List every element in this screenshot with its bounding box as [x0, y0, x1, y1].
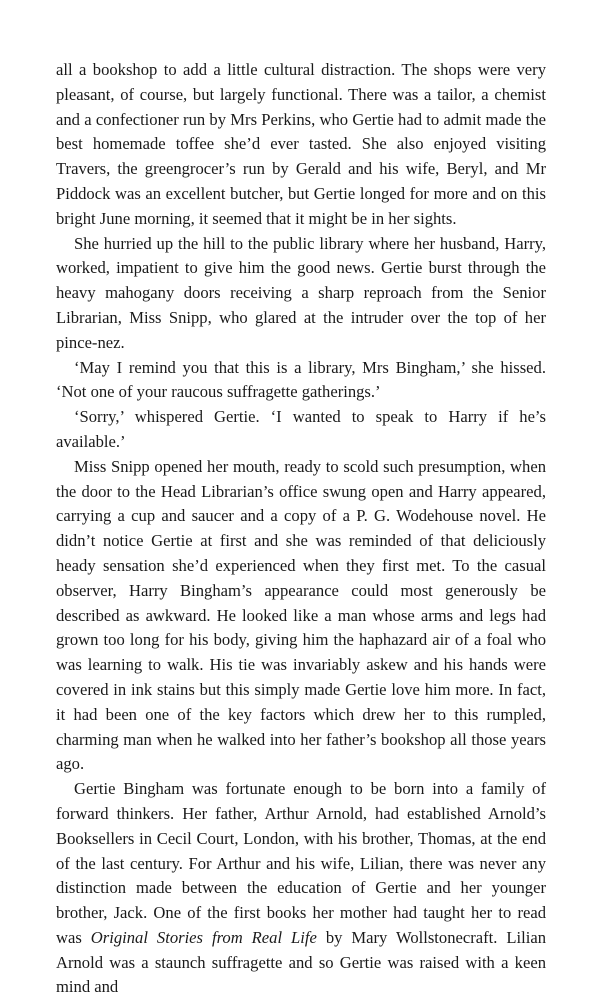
paragraph-6-text-before: Gertie Bingham was fortunate enough to be born into a family of forward thinkers. Her father, Arthur Arnold, had established Arnold’s Booksellers in Cecil Court, London, with his brother, Thomas, at the end of the last century. For Arthur and his wife, Lilian, there was never any distinction made between the education of Gertie and her younger brother, Jack. One of the first books her mother had taught her to read was	[56, 779, 546, 947]
paragraph-4: ‘Sorry,’ whispered Gertie. ‘I wanted to speak to Harry if he’s available.’	[56, 407, 546, 451]
paragraph-6-text-after: by Mary Wollstonecraft. Lilian Arnold was a staunch suffragette and so Gertie was raised with a keen mind and	[56, 927, 546, 997]
paragraph-5: Miss Snipp opened her mouth, ready to scold such presumption, when the door to the Head Librarian’s office swung open and Harry appeared, carrying a cup and saucer and a copy of a P. G. Wodehouse novel. He didn’t notice Gertie at first and she was reminded of that deliciously heady sensation she’d experienced when they first met. To the casual observer, Harry Bingham’s appearance could most generously be described as awkward. He looked like a man whose arms and legs had grown too long for his body, giving him the haphazard air of a foal who was learning to walk. His tie was invariably askew and his hands were covered in ink stains but this simply made Gertie love him more. In fact, it had been one of the key factors which drew her to this rumpled, charming man when he walked into her father’s bookshop all those years ago.	[56, 456, 546, 774]
page-body	[56, 58, 546, 1000]
paragraph-6	[56, 777, 546, 1000]
paragraph-2: She hurried up the hill to the public library where her husband, Harry, worked, impatient to give him the good news. Gertie burst through the heavy mahogany doors receiving a sharp reproach from the Senior Librarian, Miss Snipp, who glared at the intruder over the top of her pince-nez.	[56, 233, 546, 352]
paragraph-3: ‘May I remind you that this is a library, Mrs Bingham,’ she hissed. ‘Not one of your raucous suffragette gatherings.’	[56, 357, 546, 402]
book-title: Original Stories from Real Life	[90, 927, 317, 947]
paragraph-1: all a bookshop to add a little cultural distraction. The shops were very pleasant, of course, but largely functional. There was a tailor, a chemist and a confectioner run by Mrs Perkins, who Gertie had to admit made the best homemade toffee she’d ever tasted. She also enjoyed visiting Travers, the greengrocer’s run by Gerald and his wife, Beryl, and Mr Piddock was an excellent butcher, but Gertie longed for more and on this bright June morning, it seemed that it might be in her sights.	[56, 60, 546, 228]
